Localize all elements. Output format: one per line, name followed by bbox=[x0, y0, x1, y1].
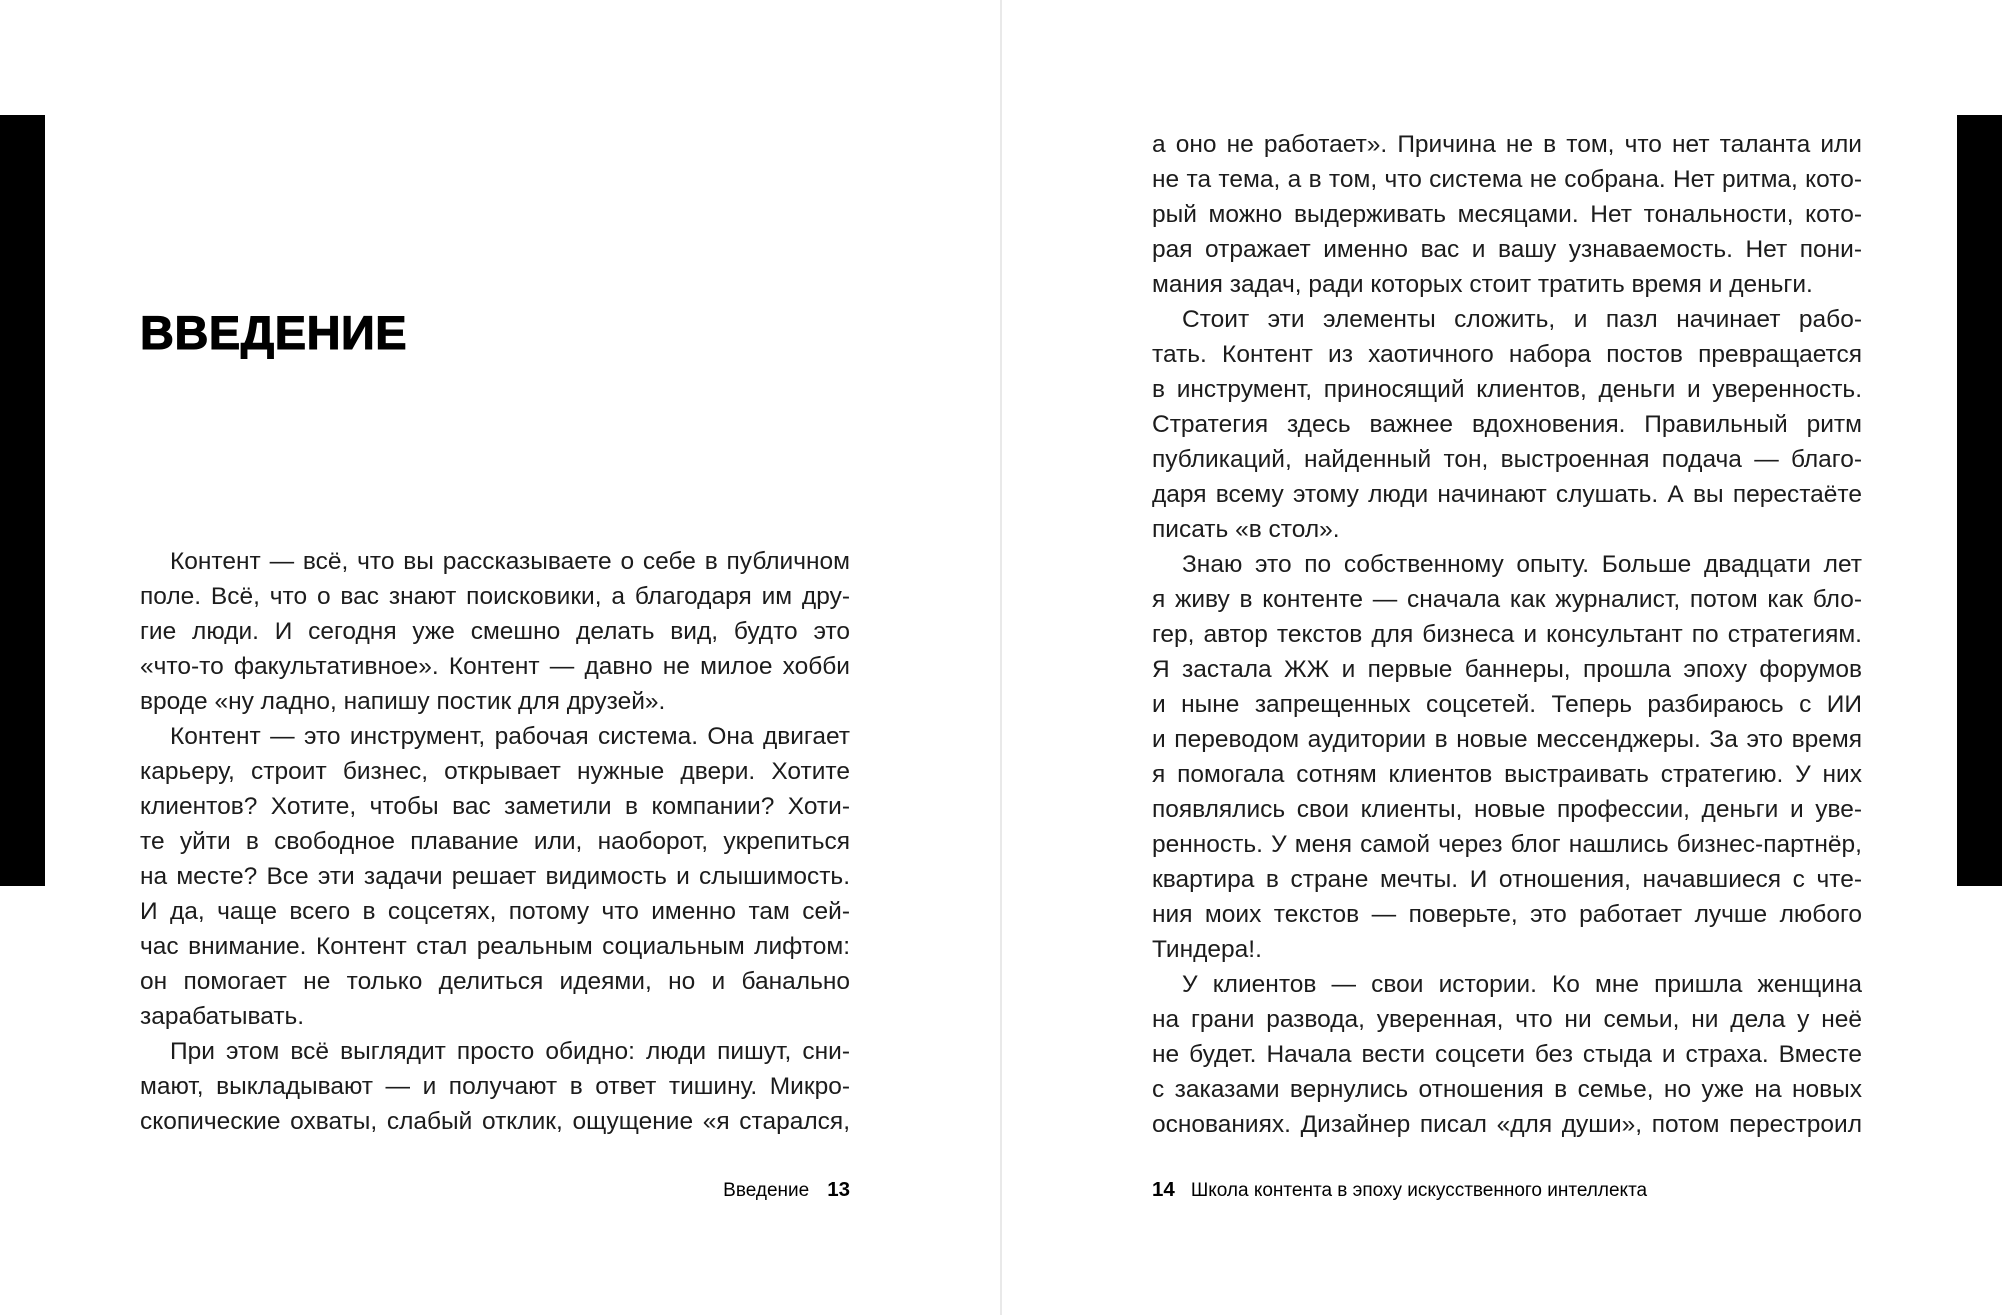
text-line: карьеру, строит бизнес, открывает нужные двери. Хотите bbox=[140, 758, 850, 785]
text-line: час внимание. Контент стал реальным социальным лифтом: bbox=[140, 933, 850, 960]
text-line: не та тема, а в том, что система не собрана. Нет ритма, кото- bbox=[1152, 166, 1862, 193]
text-line: а оно не работает». Причина не в том, что нет таланта или bbox=[1152, 131, 1862, 158]
text-line: Я застала ЖЖ и первые баннеры, прошла эпоху форумов bbox=[1152, 656, 1862, 683]
text-line: скопические охваты, слабый отклик, ощущение «я старался, bbox=[140, 1108, 850, 1135]
text-line: поле. Всё, что о вас знают поисковики, а благодаря им дру- bbox=[140, 583, 850, 610]
page-number-right: 14 bbox=[1152, 1178, 1175, 1201]
text-line: Знаю это по собственному опыту. Больше двадцати лет bbox=[1182, 551, 1862, 578]
text-line: клиентов? Хотите, чтобы вас заметили в компании? Хоти- bbox=[140, 793, 850, 820]
left-page-body-text bbox=[140, 544, 850, 1139]
text-line: те уйти в свободное плавание или, наоборот, укрепиться bbox=[140, 828, 850, 855]
right-page-footer bbox=[1152, 1178, 1862, 1203]
text-line: вроде «ну ладно, напишу постик для друзей». bbox=[140, 688, 666, 715]
text-line: рый можно выдерживать месяцами. Нет тональности, кото- bbox=[1152, 201, 1862, 228]
text-line: основаниях. Дизайнер писал «для души», потом перестроил bbox=[1152, 1111, 1862, 1138]
text-line: Стратегия здесь важнее вдохновения. Правильный ритм bbox=[1152, 411, 1862, 438]
text-line: тать. Контент из хаотичного набора постов превращается bbox=[1152, 341, 1862, 368]
text-line: зарабатывать. bbox=[140, 1003, 305, 1030]
running-head-right: Школа контента в эпоху искусственного интеллекта bbox=[1190, 1180, 1648, 1201]
text-line: я помогала сотням клиентов выстраивать стратегию. У них bbox=[1152, 761, 1862, 788]
running-head-left: Введение bbox=[723, 1180, 810, 1201]
page-gutter-divider bbox=[1000, 0, 1002, 1315]
text-line: У клиентов — свои истории. Ко мне пришла женщина bbox=[1182, 971, 1862, 998]
left-page-footer bbox=[140, 1178, 850, 1203]
page-number-left: 13 bbox=[827, 1178, 850, 1201]
text-line: публикаций, найденный тон, выстроенная подача — благо- bbox=[1152, 446, 1862, 473]
text-line: даря всему этому люди начинают слушать. А вы перестаёте bbox=[1152, 481, 1862, 508]
text-line: не будет. Начала вести соцсети без стыда и страха. Вместе bbox=[1152, 1041, 1862, 1068]
text-line: Контент — это инструмент, рабочая система. Она двигает bbox=[170, 723, 850, 750]
text-line: я живу в контенте — сначала как журналист, потом как бло- bbox=[1152, 586, 1862, 613]
text-line: он помогает не только делиться идеями, но и банально bbox=[140, 968, 850, 995]
text-line: Тиндера!. bbox=[1152, 936, 1262, 963]
text-line: на месте? Все эти задачи решает видимость и слышимость. bbox=[140, 863, 850, 890]
text-line: мают, выкладывают — и получают в ответ тишину. Микро- bbox=[140, 1073, 850, 1100]
text-line: и переводом аудитории в новые мессенджеры. За это время bbox=[1152, 726, 1862, 753]
text-line: И да, чаще всего в соцсетях, потому что именно там сей- bbox=[140, 898, 850, 925]
left-cover-edge-bar bbox=[0, 115, 45, 886]
text-line: с заказами вернулись отношения в семье, но уже на новых bbox=[1152, 1076, 1862, 1103]
text-line: гер, автор текстов для бизнеса и консультант по стратегиям. bbox=[1152, 621, 1862, 648]
right-cover-edge-bar bbox=[1957, 115, 2002, 886]
text-line: Контент — всё, что вы рассказываете о себе в публичном bbox=[170, 548, 850, 575]
text-line: появлялись свои клиенты, новые профессии, деньги и уве- bbox=[1152, 796, 1862, 823]
text-line: на грани развода, уверенная, что ни семьи, ни дела у неё bbox=[1152, 1006, 1862, 1033]
text-line: При этом всё выглядит просто обидно: люди пишут, сни- bbox=[170, 1038, 850, 1065]
text-line: гие люди. И сегодня уже смешно делать вид, будто это bbox=[140, 618, 850, 645]
text-line: «что-то факультативное». Контент — давно не милое хобби bbox=[140, 653, 850, 680]
chapter-heading: ВВЕДЕНИЕ bbox=[140, 306, 408, 359]
text-line: и ныне запрещенных соцсетей. Теперь разбираюсь с ИИ bbox=[1152, 691, 1862, 718]
text-line: ния моих текстов — поверьте, это работает лучше любого bbox=[1152, 901, 1862, 928]
text-line: ренность. У меня самой через блог нашлись бизнес-партнёр, bbox=[1152, 831, 1862, 858]
text-line: мания задач, ради которых стоит тратить время и деньги. bbox=[1152, 271, 1813, 298]
text-line: рая отражает именно вас и вашу узнаваемость. Нет пони- bbox=[1152, 236, 1862, 263]
right-page-body-text bbox=[1152, 127, 1862, 1142]
text-line: квартира в стране мечты. И отношения, начавшиеся с чте- bbox=[1152, 866, 1862, 893]
text-line: писать «в стол». bbox=[1152, 516, 1340, 543]
text-line: Стоит эти элементы сложить, и пазл начинает рабо- bbox=[1182, 306, 1862, 333]
text-line: в инструмент, приносящий клиентов, деньги и уверенность. bbox=[1152, 376, 1862, 403]
